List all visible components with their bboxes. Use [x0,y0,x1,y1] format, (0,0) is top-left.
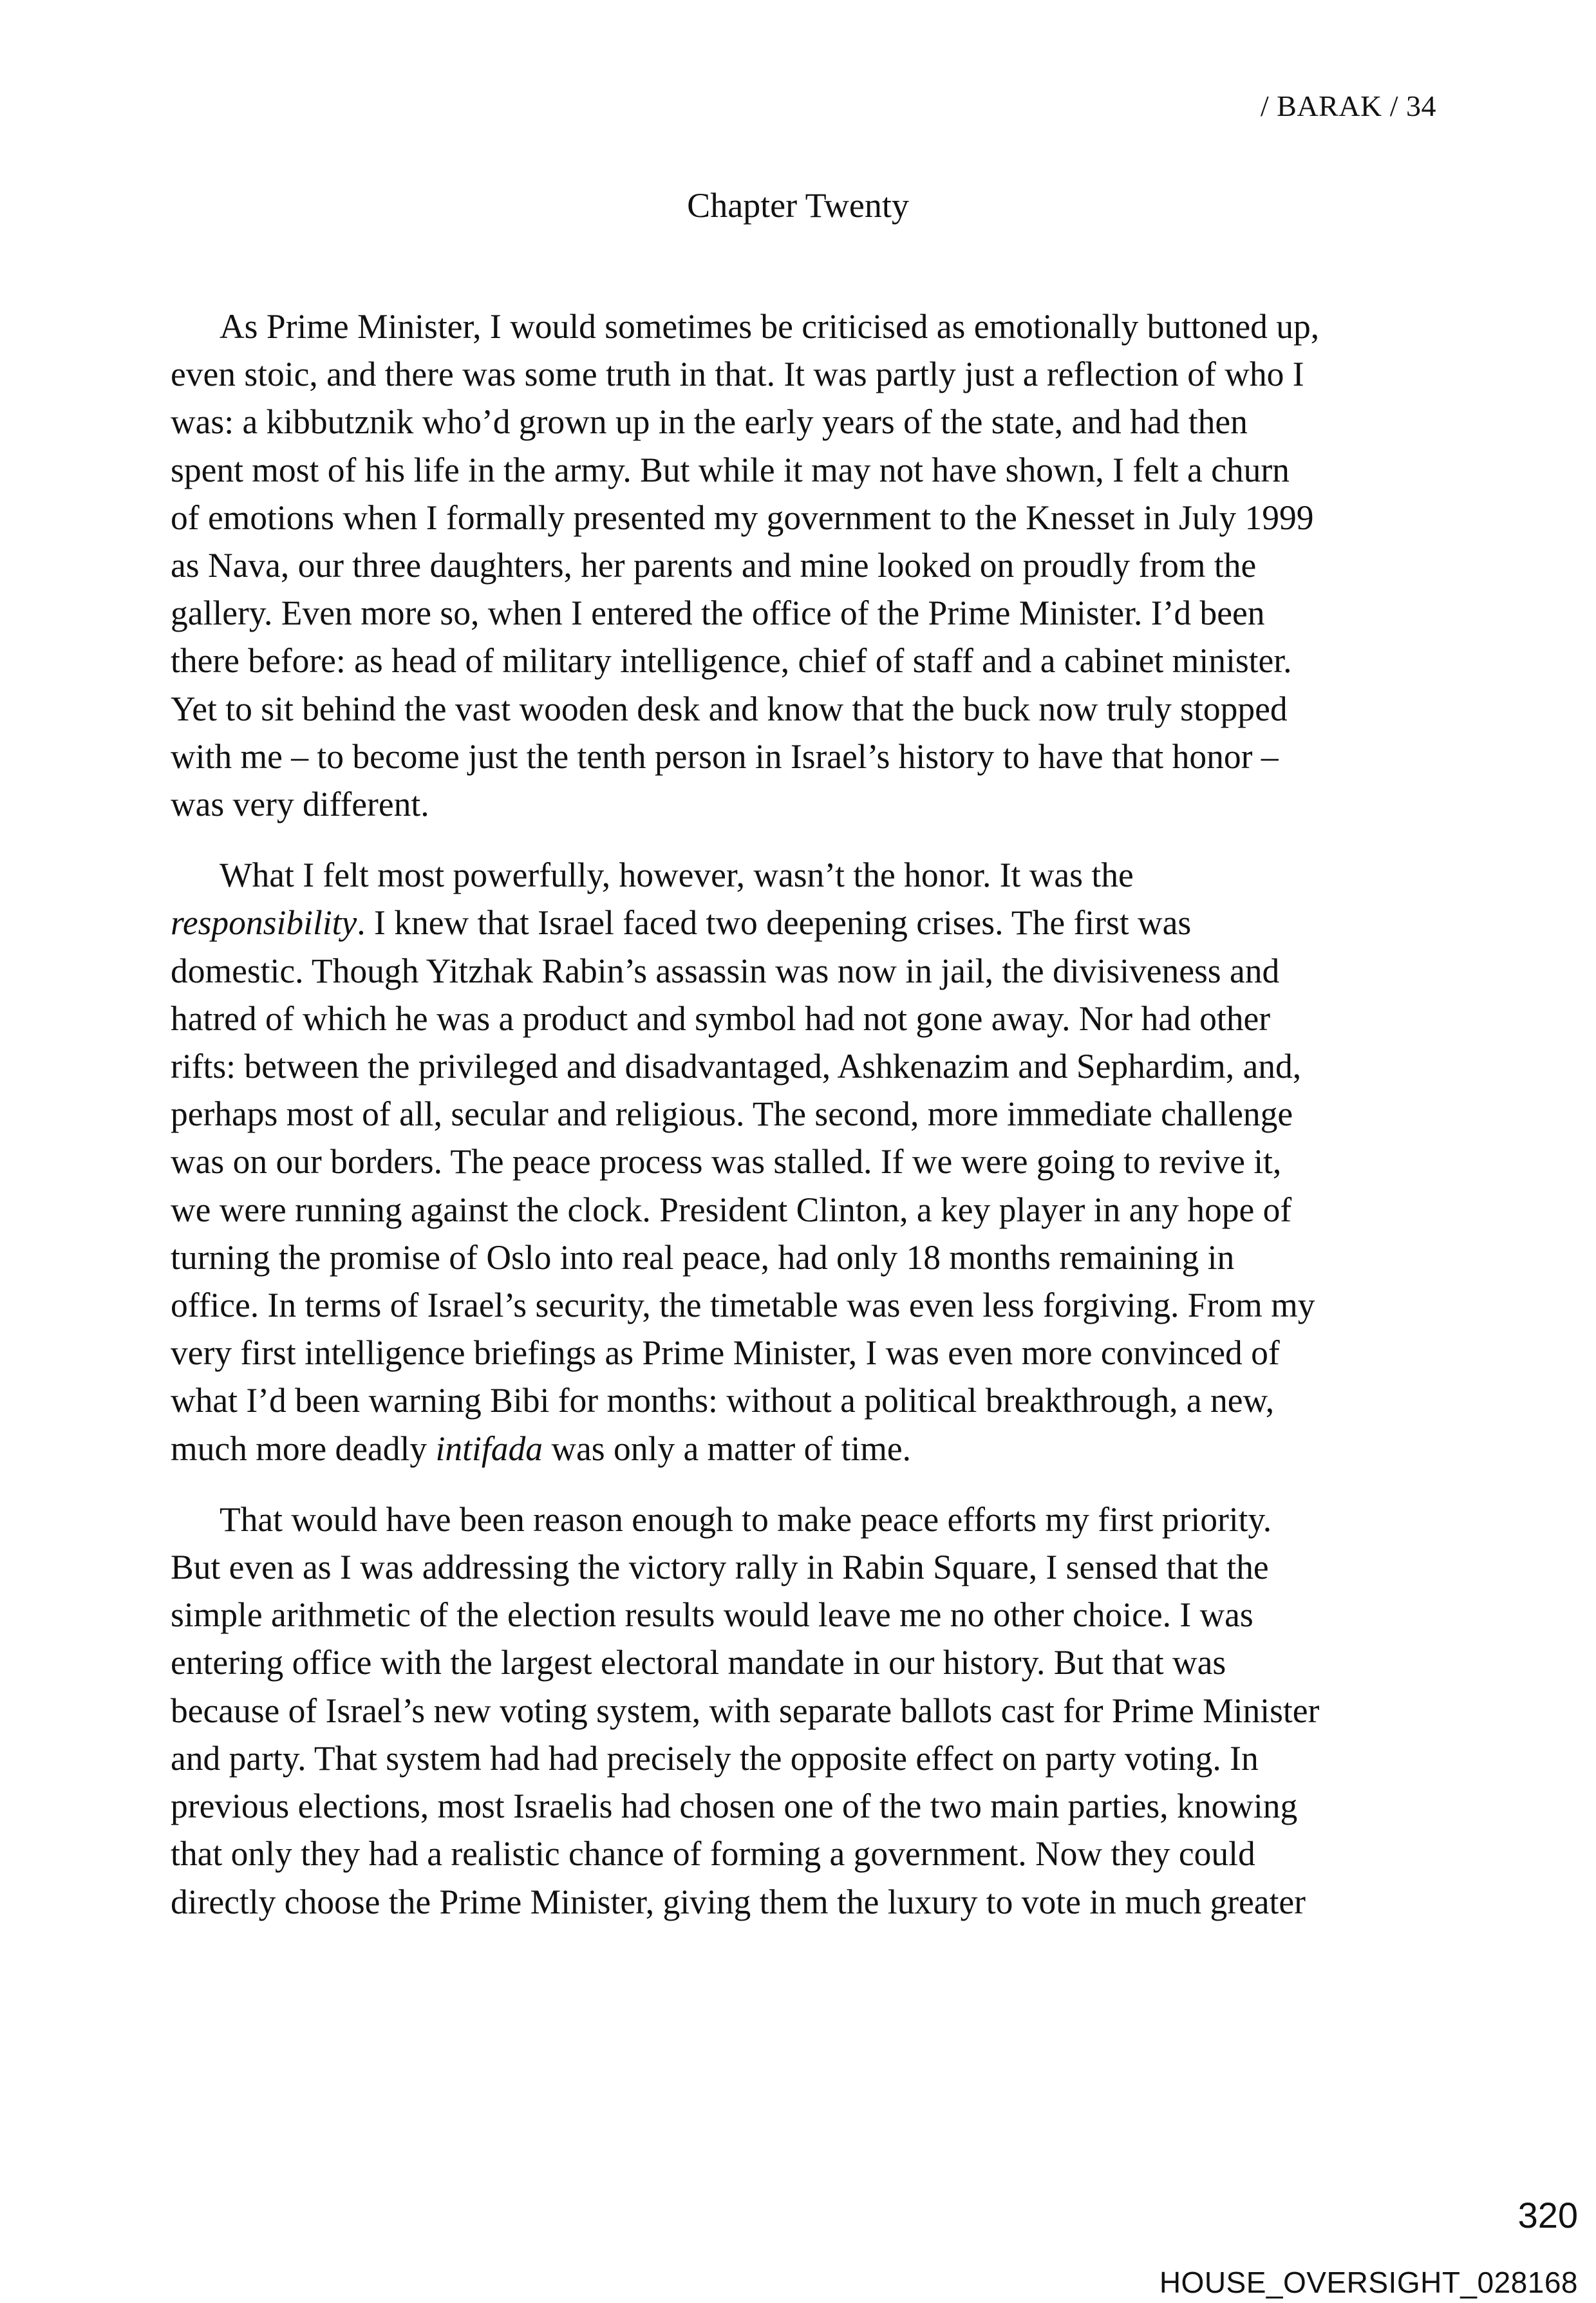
text-line: previous elections, most Israelis had chosen one of the two main parties, knowing [171,1787,1298,1826]
emphasis-intifada: intifada [435,1429,543,1468]
text-line: domestic. Though Yitzhak Rabin’s assassin was now in jail, the divisiveness and [171,951,1280,990]
text-line: there before: as head of military intelligence, chief of staff and a cabinet minister. [171,641,1292,681]
text-line: that only they had a realistic chance of forming a government. Now they could [171,1834,1255,1874]
text-line: was very different. [171,785,429,824]
text-line: perhaps most of all, secular and religious. The second, more immediate challenge [171,1095,1293,1134]
body-text [171,303,1436,1949]
text-line: because of Israel’s new voting system, with separate ballots cast for Prime Minister [171,1691,1320,1730]
text-line: what I’d been warning Bibi for months: without a political breakthrough, a new, [171,1381,1275,1420]
paragraph-3 [171,1496,1436,1926]
text-line [171,1425,1436,1472]
text-run: . I knew that Israel faced two deepening crises. The first was [357,903,1192,943]
emphasis-responsibility: responsibility [171,903,357,943]
text-run: much more deadly [171,1429,436,1468]
text-line: as Nava, our three daughters, her parents and mine looked on proudly from the [171,546,1257,585]
text-line: very first intelligence briefings as Prime Minister, I was even more convinced of [171,1333,1280,1373]
paragraph-1 [171,303,1436,828]
text-line [171,899,1436,946]
text-line: office. In terms of Israel’s security, the timetable was even less forgiving. From my [171,1286,1315,1325]
text-line: was on our borders. The peace process was stalled. If we were going to revive it, [171,1142,1282,1181]
chapter-title: Chapter Twenty [687,186,909,225]
bates-stamp: HOUSE_OVERSIGHT_028168 [1159,2266,1578,2299]
text-line: As Prime Minister, I would sometimes be criticised as emotionally buttoned up, [220,307,1320,346]
text-line: was: a kibbutznik who’d grown up in the early years of the state, and had then [171,402,1248,442]
text-line: gallery. Even more so, when I entered the office of the Prime Minister. I’d been [171,594,1265,633]
text-line: with me – to become just the tenth person in Israel’s history to have that honor – [171,737,1279,776]
text-line: spent most of his life in the army. But while it may not have shown, I felt a churn [171,450,1290,489]
text-run: was only a matter of time. [543,1429,911,1468]
text-line: entering office with the largest electoral mandate in our history. But that was [171,1643,1226,1682]
text-line: and party. That system had had precisely the opposite effect on party voting. In [171,1738,1259,1778]
text-line: Yet to sit behind the vast wooden desk and know that the buck now truly stopped [171,689,1288,728]
text-line: directly choose the Prime Minister, giving them the luxury to vote in much greater [171,1882,1306,1921]
page-number: 320 [1517,2195,1578,2235]
text-line: What I felt most powerfully, however, wasn’t the honor. It was the [220,856,1134,895]
text-line: But even as I was addressing the victory rally in Rabin Square, I sensed that the [171,1548,1269,1587]
text-line: simple arithmetic of the election results would leave me no other choice. I was [171,1595,1253,1635]
text-line: we were running against the clock. President Clinton, a key player in any hope of [171,1190,1292,1229]
text-line: of emotions when I formally presented my government to the Knesset in July 1999 [171,498,1314,537]
text-line: even stoic, and there was some truth in that. It was partly just a reflection of who I [171,355,1304,394]
text-line: rifts: between the privileged and disadvantaged, Ashkenazim and Sephardim, and, [171,1047,1302,1086]
running-head: / BARAK / 34 [1260,89,1436,122]
text-line: That would have been reason enough to make peace efforts my first priority. [220,1499,1272,1539]
text-line: turning the promise of Oslo into real peace, had only 18 months remaining in [171,1237,1235,1277]
text-line: hatred of which he was a product and symbol had not gone away. Nor had other [171,999,1271,1038]
paragraph-2 [171,851,1436,1472]
